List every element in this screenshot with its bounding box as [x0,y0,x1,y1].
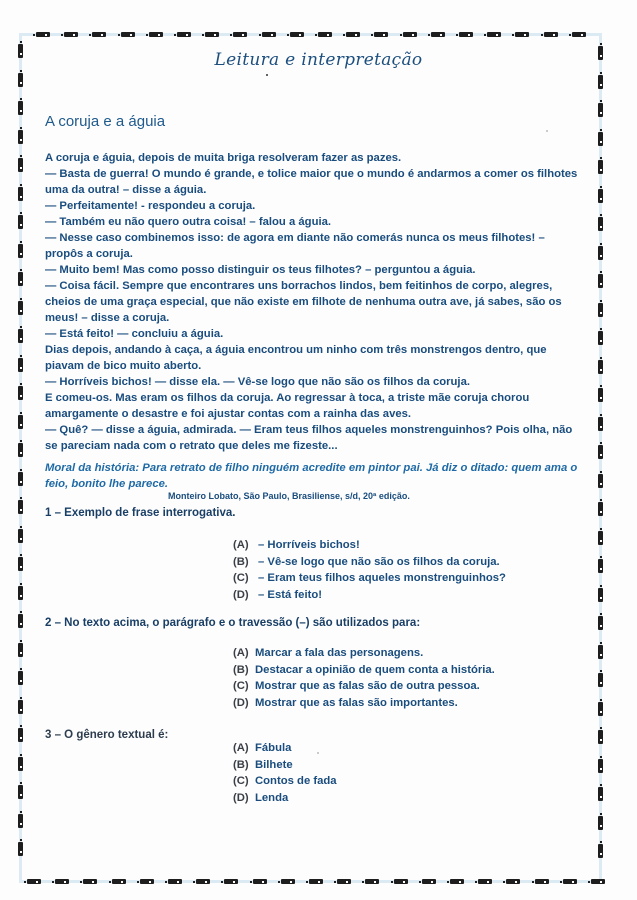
border-dash [253,879,267,884]
option-a [233,537,506,554]
story-source: Monteiro Lobato, São Paulo, Brasiliense, s/d, 20ª edição. [168,491,410,501]
border-dash [563,879,577,884]
option-text: Bilhete [255,758,293,771]
border-dash [598,331,603,345]
paragraph: — Também eu não quero outra coisa! – falou a águia. [45,216,332,228]
page-title: Leitura e interpretação [214,50,423,70]
border-dash [18,386,23,400]
border-dash [18,415,23,429]
border-dash [121,32,135,37]
option-label: (D) [233,791,249,804]
border-dash [598,103,603,117]
border-dash [64,32,78,37]
paragraph: Dias depois, andando à caça, a águia encontrou um ninho com três monstrengos dentro, que piavam de bico muito aberto. [45,344,547,372]
paragraph: E comeu-os. Mas eram os filhos da coruja. Ao regressar à toca, a triste mãe coruja chorou amargamente o desastre e foi ajustar contas com a rainha das aves. [45,392,530,420]
option-d [233,587,506,604]
option-b [233,757,337,774]
border-dash [281,879,295,884]
border-dash [18,158,23,172]
border-dash [598,502,603,516]
border-dash [598,160,603,174]
border-dash [205,32,219,37]
option-c [233,678,495,695]
border-dash [598,417,603,431]
border-dash [591,879,605,884]
border-dash [55,879,69,884]
border-dash [18,73,23,87]
option-d [233,790,337,807]
option-a [233,740,337,757]
border-dash [224,879,238,884]
border-dash [598,531,603,545]
option-text: – Está feito! [258,588,323,601]
border-dash [18,472,23,486]
border-dash [337,879,351,884]
border-dash [365,879,379,884]
border-dash [18,557,23,571]
option-c [233,773,337,790]
border-dash [92,32,106,37]
border-dash [18,842,23,856]
border-dash [459,32,473,37]
paragraph: — Basta de guerra! O mundo é grande, e tolice maior que o mundo é andarmos a comer os filhotes uma da outra! – disse a águia. [45,168,578,196]
border-dash [18,814,23,828]
border-dash [112,879,126,884]
story-title: A coruja e a águia [45,113,166,130]
border-dash [394,879,408,884]
question-3-prompt: 3 – O gênero textual é: [45,729,169,741]
option-label: (C) [233,572,249,584]
border-dash [140,879,154,884]
border-dash [290,32,304,37]
option-label: (D) [233,696,249,709]
border-dash [149,32,163,37]
speck [266,74,268,76]
option-d [233,695,495,712]
option-c [233,570,506,587]
border-dash [374,32,388,37]
border-dash [572,32,586,37]
paragraph: — Horríveis bichos! — disse ela. — Vê-se logo que não são os filhos da coruja. [45,376,470,388]
paragraph: — Muito bem! Mas como posso distinguir os teus filhotes? – perguntou a águia. [45,264,476,276]
option-text: Mostrar que as falas são importantes. [255,696,458,709]
border-dash [168,879,182,884]
paragraph: A coruja e águia, depois de muita briga resolveram fazer as pazes. [45,152,402,164]
speck [546,130,548,132]
border-dash [177,32,191,37]
option-text: Mostrar que as falas são de outra pessoa. [255,680,480,692]
border-dash [262,32,276,37]
speck [317,752,319,754]
border-dash [18,614,23,628]
border-dash [598,388,603,402]
option-label: (A) [233,647,249,659]
question-2-options [233,645,495,711]
option-label: (C) [233,775,249,787]
border-dash [506,879,520,884]
border-dash [598,844,603,858]
border-dash [598,360,603,374]
border-dash [18,130,23,144]
border-dash [535,879,549,884]
border-dash [18,215,23,229]
option-label: (A) [233,539,249,551]
border-dash [27,879,41,884]
border-dash [196,879,210,884]
border-dash [18,358,23,372]
border-dash [346,32,360,37]
border-dash [544,32,558,37]
story-text [45,150,585,454]
border-dash [18,101,23,115]
border-dash [18,500,23,514]
border-dash [18,671,23,685]
border-dash [431,32,445,37]
option-label: (A) [233,742,249,754]
border-dash [18,244,23,258]
option-label: (B) [233,663,249,676]
border-dash [598,616,603,630]
border-dash [598,217,603,231]
question-2-prompt: 2 – No texto acima, o parágrafo e o travessão (–) são utilizados para: [45,617,421,629]
option-label: (C) [233,680,249,692]
border-dash [487,32,501,37]
border-dash [598,445,603,459]
paragraph: — Coisa fácil. Sempre que encontrares uns borrachos lindos, bem feitinhos de corpo, alegres, cheios de uma graça especial, que não existe em filhote de nenhuma outra ave, já sabes, são os meus! – disse a coruja. [45,280,562,324]
option-text: Fábula [255,742,292,754]
border-dash [18,586,23,600]
border-dash [598,673,603,687]
border-dash [598,787,603,801]
border-dash [598,559,603,573]
option-b [233,554,506,571]
option-b [233,662,495,679]
option-label: (B) [233,758,249,771]
border-dash [18,272,23,286]
question-1-options [233,537,506,603]
option-text: – Horríveis bichos! [258,539,360,551]
option-text: Lenda [255,791,289,804]
border-dash [598,588,603,602]
border-dash [318,32,332,37]
option-text: Marcar a fala das personagens. [255,647,424,659]
border-dash [598,730,603,744]
option-a [233,645,495,662]
border-dash [18,757,23,771]
question-3-options [233,740,337,806]
border-dash [598,75,603,89]
paragraph: — Quê? — disse a águia, admirada. — Eram teus filhos aqueles monstrenguinhos? Pois olha, não se pareciam nada com o retrato que deles me fizeste... [45,424,573,452]
border-dash [515,32,529,37]
border-dash [18,643,23,657]
border-dash [18,728,23,742]
option-text: – Eram teus filhos aqueles monstrenguinhos? [258,572,506,584]
border-dash [478,879,492,884]
border-dash [18,529,23,543]
option-text: – Vê-se logo que não são os filhos da coruja. [258,555,500,568]
border-dash [18,443,23,457]
border-dash [18,187,23,201]
paragraph: — Está feito! — concluiu a águia. [45,328,224,340]
option-label: (B) [233,555,249,568]
border-dash [598,645,603,659]
border-dash [18,301,23,315]
option-text: Destacar a opinião de quem conta a história. [255,663,495,676]
border-dash [598,816,603,830]
border-dash [422,879,436,884]
border-dash [18,785,23,799]
border-dash [598,303,603,317]
border-dash [18,329,23,343]
border-dash [233,32,247,37]
border-dash [598,246,603,260]
border-dash [598,274,603,288]
option-text: Contos de fada [255,775,337,787]
border-dash [450,879,464,884]
border-dash [598,189,603,203]
border-dash [598,474,603,488]
border-dash [598,759,603,773]
border-dash [309,879,323,884]
paragraph: — Nesse caso combinemos isso: de agora em diante não comerás nunca os meus filhotes! – propôs a coruja. [45,232,545,260]
paragraph: — Perfeitamente! - respondeu a coruja. [45,200,256,212]
border-dash [18,700,23,714]
option-label: (D) [233,588,249,601]
border-dash [36,32,50,37]
border-dash [83,879,97,884]
question-1-prompt: 1 – Exemplo de frase interrogativa. [45,507,236,519]
story-moral: Moral da história: Para retrato de filho ninguém acredite em pintor pai. Já diz o ditado: quem ama o feio, bonito lhe parece. [45,462,578,490]
border-dash [403,32,417,37]
border-dash [598,702,603,716]
border-dash [598,132,603,146]
